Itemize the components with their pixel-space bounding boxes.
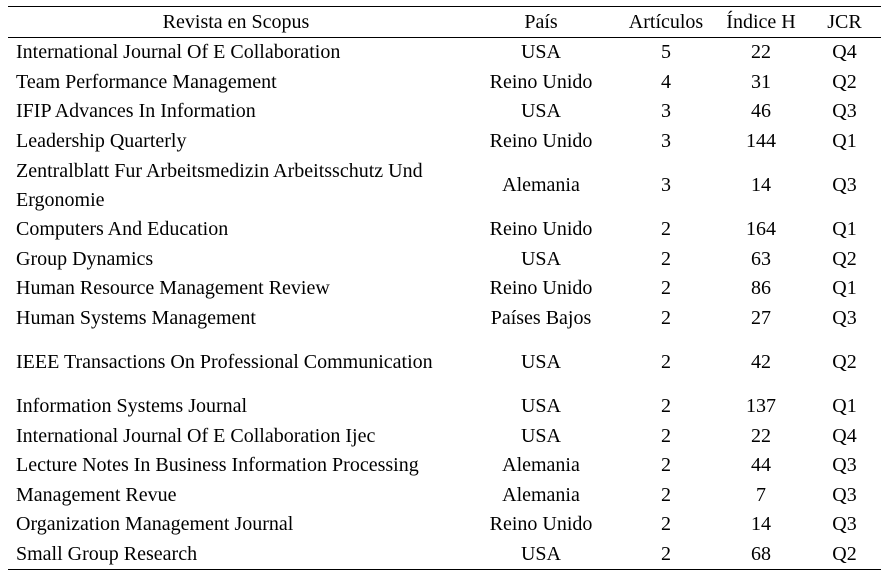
header-jcr: JCR: [827, 10, 862, 33]
table-header: [8, 7, 881, 38]
cell-articles: 4: [661, 70, 671, 93]
cell-h-index: 27: [751, 306, 771, 329]
cell-country: USA: [520, 100, 561, 123]
cell-jcr: Q2: [832, 351, 857, 373]
cell-journal: Information Systems Journal: [16, 395, 248, 418]
cell-h-index: 22: [751, 41, 771, 64]
cell-country: Reino Unido: [489, 277, 593, 300]
cell-jcr: Q1: [832, 277, 857, 300]
table-row: [8, 215, 881, 245]
cell-country: Países Bajos: [490, 306, 592, 329]
table-row: [8, 451, 881, 481]
table-row: [8, 510, 881, 540]
cell-articles: 2: [661, 306, 671, 329]
cell-journal: Management Revue: [16, 483, 177, 506]
cell-h-index: 63: [751, 247, 771, 270]
table-row: [8, 481, 881, 511]
cell-country: USA: [520, 247, 561, 270]
table-body: [8, 38, 881, 570]
cell-journal: Organization Management Journal: [16, 513, 294, 536]
table-row: [8, 68, 881, 98]
cell-h-index: 31: [751, 70, 771, 93]
cell-articles: 3: [661, 100, 671, 123]
cell-jcr: Q4: [832, 424, 857, 447]
table-row: [8, 97, 881, 127]
cell-jcr: Q1: [832, 218, 857, 241]
cell-journal: International Journal Of E Collaboration Ijec: [16, 424, 376, 447]
table-row: [8, 38, 881, 68]
cell-country: USA: [520, 41, 561, 64]
cell-journal: Zentralblatt Fur Arbeitsmedizin Arbeitsschutz Und Ergonomie: [16, 159, 423, 211]
cell-articles: 2: [661, 395, 671, 418]
cell-journal: Group Dynamics: [16, 247, 154, 270]
cell-articles: 2: [661, 542, 671, 565]
cell-jcr: Q2: [832, 247, 857, 270]
cell-articles: 3: [661, 129, 671, 152]
cell-journal: Lecture Notes In Business Information Processing: [16, 454, 419, 477]
journals-table: [8, 6, 881, 570]
table-row: [8, 392, 881, 422]
cell-jcr: Q3: [832, 483, 857, 506]
cell-country: USA: [520, 542, 561, 565]
cell-country: Reino Unido: [489, 129, 593, 152]
cell-jcr: Q3: [832, 174, 857, 196]
cell-h-index: 86: [751, 277, 771, 300]
cell-country: Alemania: [502, 483, 580, 506]
cell-journal: Team Performance Management: [16, 70, 277, 93]
cell-jcr: Q3: [832, 513, 857, 536]
cell-country: Reino Unido: [489, 70, 593, 93]
cell-h-index: 137: [746, 395, 776, 418]
table-row: [8, 304, 881, 334]
cell-articles: 2: [661, 454, 671, 477]
journals-table-container: [8, 6, 881, 570]
cell-h-index: 14: [751, 174, 771, 196]
table-row: [8, 245, 881, 275]
cell-journal: Leadership Quarterly: [16, 129, 187, 152]
cell-jcr: Q4: [832, 41, 857, 64]
cell-h-index: 7: [756, 483, 766, 506]
cell-jcr: Q2: [832, 70, 857, 93]
cell-jcr: Q3: [832, 100, 857, 123]
cell-journal: Human Systems Management: [16, 306, 256, 329]
cell-h-index: 68: [751, 542, 771, 565]
cell-articles: 5: [661, 41, 671, 64]
cell-articles: 3: [661, 174, 671, 196]
cell-country: Alemania: [502, 454, 580, 477]
cell-h-index: 46: [751, 100, 771, 123]
cell-country: Reino Unido: [489, 218, 593, 241]
cell-articles: 2: [661, 513, 671, 536]
cell-h-index: 22: [751, 424, 771, 447]
header-articles: Artículos: [628, 10, 704, 33]
cell-h-index: 164: [746, 218, 776, 241]
cell-country: USA: [520, 424, 561, 447]
cell-journal: Human Resource Management Review: [16, 277, 330, 300]
table-row: [8, 422, 881, 452]
cell-h-index: 42: [751, 351, 771, 373]
cell-h-index: 44: [751, 454, 771, 477]
cell-jcr: Q1: [832, 395, 857, 418]
header-country: País: [524, 10, 558, 33]
table-row: [8, 540, 881, 570]
cell-articles: 2: [661, 483, 671, 506]
cell-journal: International Journal Of E Collaboration: [16, 41, 341, 64]
cell-articles: 2: [661, 277, 671, 300]
header-row: [8, 7, 881, 38]
cell-h-index: 14: [751, 513, 771, 536]
cell-h-index: 144: [746, 129, 776, 152]
cell-articles: 2: [661, 247, 671, 270]
table-row: [8, 274, 881, 304]
cell-jcr: Q1: [832, 129, 857, 152]
cell-articles: 2: [661, 424, 671, 447]
cell-country: Alemania: [502, 174, 580, 196]
table-row: [8, 156, 881, 215]
cell-journal: Small Group Research: [16, 542, 198, 565]
header-h-index: Índice H: [726, 10, 796, 33]
cell-country: USA: [520, 351, 561, 373]
cell-country: Reino Unido: [489, 513, 593, 536]
cell-articles: 2: [661, 218, 671, 241]
table-row: [8, 333, 881, 392]
cell-articles: 2: [661, 351, 671, 373]
cell-journal: IFIP Advances In Information: [16, 100, 256, 123]
cell-journal: IEEE Transactions On Professional Communication: [16, 351, 433, 373]
cell-jcr: Q2: [832, 542, 857, 565]
cell-jcr: Q3: [832, 454, 857, 477]
table-row: [8, 127, 881, 157]
cell-jcr: Q3: [832, 306, 857, 329]
cell-journal: Computers And Education: [16, 218, 229, 241]
header-journal: Revista en Scopus: [162, 10, 310, 33]
cell-country: USA: [520, 395, 561, 418]
